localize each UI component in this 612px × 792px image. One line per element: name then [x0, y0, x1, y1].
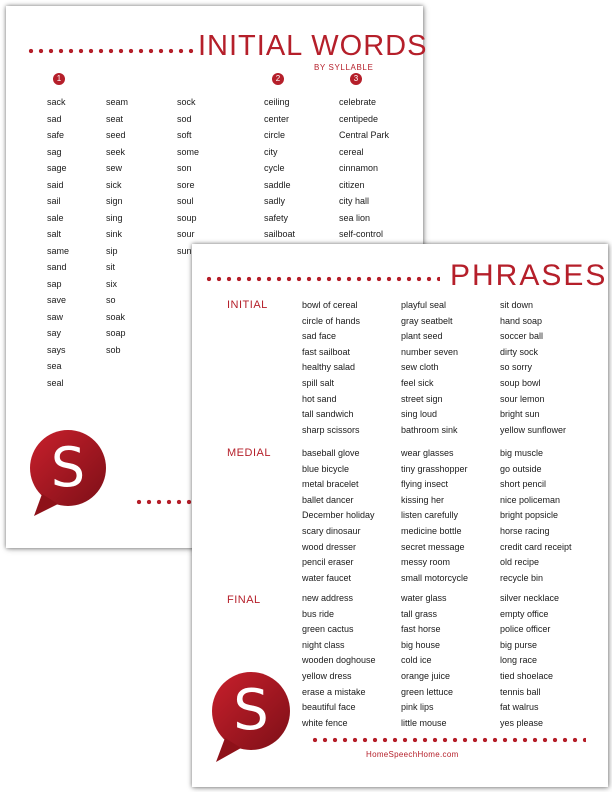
phrase-item: sad face [302, 331, 337, 342]
phrase-item: gray seatbelt [401, 315, 453, 326]
word-item: so [106, 295, 116, 305]
word-item: sink [106, 229, 123, 239]
phrase-item: sour lemon [500, 393, 545, 404]
word-item: cereal [339, 146, 364, 157]
phrase-item: nice policeman [500, 494, 561, 505]
phrase-item: hot sand [302, 393, 337, 404]
phrase-item: sit down [500, 300, 534, 310]
word-item: sock [177, 97, 196, 107]
phrase-column [500, 591, 559, 731]
phrase-item: spill salt [302, 377, 335, 388]
title-dots [26, 48, 194, 54]
phrase-item: playful seal [401, 300, 447, 310]
word-item: same [47, 245, 70, 256]
word-item: sad [47, 113, 62, 124]
word-item: sing [106, 212, 123, 223]
phrase-item: old recipe [500, 557, 540, 568]
phrase-item: bowl of cereal [302, 300, 358, 310]
word-column-1c [177, 94, 199, 259]
word-item: soul [177, 196, 194, 206]
word-item: ceiling [264, 97, 290, 107]
phrase-item: cold ice [401, 655, 432, 666]
phrase-item: fat walrus [500, 702, 539, 713]
page-title: INITIAL WORDS [198, 30, 428, 62]
phrase-item: scary dinosaur [302, 525, 361, 536]
footer-url: HomeSpeechHome.com [366, 750, 459, 759]
phrase-item: soccer ball [500, 331, 544, 342]
word-item: saddle [264, 179, 291, 190]
phrase-column [302, 591, 376, 731]
word-item: celebrate [339, 97, 377, 107]
word-item: sack [47, 97, 66, 107]
word-item: says [47, 344, 66, 355]
phrase-item: bright sun [500, 409, 540, 420]
speech-s-logo [24, 424, 112, 522]
phrase-item: big muscle [500, 448, 544, 458]
syllable-2-badge: 2 [272, 73, 284, 85]
phrase-item: water faucet [302, 572, 352, 583]
phrase-item: green lettuce [401, 686, 454, 697]
syllable-1-badge: 1 [53, 73, 65, 85]
phrase-item: listen carefully [401, 510, 459, 521]
footer-dots [310, 737, 586, 743]
word-item: soup [177, 212, 197, 223]
section-label-medial: MEDIAL [227, 447, 271, 459]
phrase-column [401, 446, 468, 586]
phrase-item: circle of hands [302, 315, 361, 326]
phrase-item: police officer [500, 624, 551, 635]
phrase-item: horse racing [500, 525, 550, 536]
word-column-3 [339, 94, 389, 243]
phrase-column [401, 591, 453, 731]
phrase-item: fast sailboat [302, 346, 351, 357]
word-item: sag [47, 146, 62, 157]
word-item: sea lion [339, 212, 371, 223]
phrase-column [302, 298, 360, 438]
phrase-item: tall sandwich [302, 409, 354, 420]
phrase-column [500, 298, 566, 438]
section-label-initial: INITIAL [227, 299, 268, 311]
word-item: soft [177, 130, 192, 140]
phrase-item: messy room [401, 557, 451, 568]
phrase-item: baseball glove [302, 448, 360, 458]
phrase-item: number seven [401, 346, 459, 357]
word-item: center [264, 113, 290, 124]
word-item: sadly [264, 196, 286, 206]
word-item: soap [106, 328, 126, 338]
word-item: cinnamon [339, 163, 379, 173]
word-column-1b [106, 94, 128, 358]
word-item: save [47, 295, 67, 305]
word-item: city hall [339, 196, 370, 206]
word-item: sand [47, 262, 67, 272]
phrase-item: new address [302, 593, 354, 603]
page-subtitle: BY SYLLABLE [314, 63, 374, 72]
phrase-item: empty office [500, 608, 549, 619]
word-item: sod [177, 113, 192, 124]
phrase-item: silver necklace [500, 593, 560, 603]
logo-letter: S [50, 436, 86, 499]
word-item: say [47, 328, 62, 338]
word-item: saw [47, 311, 64, 322]
phrase-item: tennis ball [500, 686, 541, 697]
phrase-item: bathroom sink [401, 424, 458, 435]
phrase-item: feel sick [401, 377, 434, 388]
phrase-item: night class [302, 639, 345, 650]
phrase-item: bright popsicle [500, 510, 559, 521]
phrases-page [192, 244, 608, 787]
phrase-item: long race [500, 655, 538, 666]
word-item: circle [264, 130, 286, 140]
word-item: city [264, 146, 278, 157]
phrase-item: go outside [500, 463, 542, 474]
word-column-2 [264, 94, 295, 243]
word-item: seed [106, 130, 126, 140]
phrase-item: blue bicycle [302, 463, 350, 474]
phrase-item: little mouse [401, 717, 447, 728]
word-item: son [177, 163, 192, 173]
word-column-1a [47, 94, 69, 391]
word-item: soak [106, 311, 126, 322]
phrase-column [401, 298, 458, 438]
section-label-final: FINAL [227, 594, 261, 606]
phrase-item: short pencil [500, 479, 547, 490]
phrase-item: recycle bin [500, 572, 544, 583]
word-item: centipede [339, 113, 379, 124]
phrase-item: metal bracelet [302, 479, 359, 490]
phrase-item: yellow dress [302, 670, 352, 681]
word-item: cycle [264, 163, 285, 173]
word-item: sea [47, 361, 62, 371]
page-title: PHRASES [450, 259, 608, 292]
phrase-item: tall grass [401, 608, 438, 619]
word-item: sob [106, 344, 121, 355]
word-item: sore [177, 179, 195, 190]
phrase-item: beautiful face [302, 702, 356, 713]
phrase-item: wear glasses [401, 448, 454, 458]
phrase-item: plant seed [401, 331, 443, 342]
phrase-item: wooden doghouse [302, 655, 376, 666]
word-item: said [47, 179, 64, 190]
footer-dots [134, 499, 198, 505]
phrase-item: erase a mistake [302, 686, 366, 697]
phrase-column [500, 446, 572, 586]
phrase-item: white fence [302, 717, 348, 728]
phrase-item: hand soap [500, 315, 543, 326]
word-item: sailboat [264, 229, 296, 239]
syllable-3-badge: 3 [350, 73, 362, 85]
phrase-item: sing loud [401, 409, 438, 420]
phrase-item: water glass [401, 593, 447, 603]
phrase-item: so sorry [500, 362, 533, 373]
phrase-item: healthy salad [302, 362, 356, 373]
title-dots [204, 276, 440, 282]
word-item: sign [106, 196, 123, 206]
phrase-item: orange juice [401, 670, 451, 681]
word-item: sale [47, 212, 64, 223]
phrase-item: wood dresser [302, 541, 357, 552]
phrase-item: fast horse [401, 624, 441, 635]
word-item: sew [106, 163, 123, 173]
logo-letter: S [233, 678, 269, 743]
phrase-item: sharp scissors [302, 424, 360, 435]
word-item: sage [47, 163, 67, 173]
phrase-item: green cactus [302, 624, 354, 635]
word-item: six [106, 278, 117, 289]
phrase-item: kissing her [401, 494, 445, 505]
phrase-item: dirty sock [500, 346, 539, 357]
phrase-item: yes please [500, 717, 544, 728]
phrase-item: credit card receipt [500, 541, 572, 552]
phrase-item: medicine bottle [401, 525, 462, 536]
phrase-item: small motorcycle [401, 572, 469, 583]
phrase-item: soup bowl [500, 377, 541, 388]
phrase-item: tied shoelace [500, 670, 554, 681]
word-item: seam [106, 97, 129, 107]
phrase-item: big house [401, 639, 441, 650]
phrase-item: sew cloth [401, 362, 439, 373]
phrase-item: December holiday [302, 510, 375, 521]
phrase-item: pencil eraser [302, 557, 354, 568]
word-item: salt [47, 229, 62, 239]
phrase-item: ballet dancer [302, 494, 354, 505]
phrase-item: secret message [401, 541, 465, 552]
word-item: Central Park [339, 130, 390, 140]
word-item: safe [47, 130, 65, 140]
word-item: sit [106, 262, 115, 272]
word-item: sip [106, 245, 118, 256]
word-item: sick [106, 179, 122, 190]
word-item: citizen [339, 179, 365, 190]
word-item: seek [106, 146, 126, 157]
word-item: seat [106, 113, 124, 124]
word-item: sun [177, 245, 192, 256]
word-item: sail [47, 196, 61, 206]
phrase-item: tiny grasshopper [401, 463, 468, 474]
phrase-item: yellow sunflower [500, 424, 567, 435]
word-item: some [177, 146, 200, 157]
speech-s-logo [206, 666, 296, 768]
phrase-item: pink lips [401, 702, 434, 713]
phrase-item: big purse [500, 639, 538, 650]
phrase-item: bus ride [302, 608, 335, 619]
word-item: seal [47, 377, 64, 388]
phrase-item: street sign [401, 393, 443, 404]
phrase-column [302, 446, 375, 586]
phrase-item: flying insect [401, 479, 449, 490]
word-item: self-control [339, 229, 384, 239]
word-item: sap [47, 278, 62, 289]
word-item: sour [177, 229, 195, 239]
word-item: safety [264, 212, 289, 223]
